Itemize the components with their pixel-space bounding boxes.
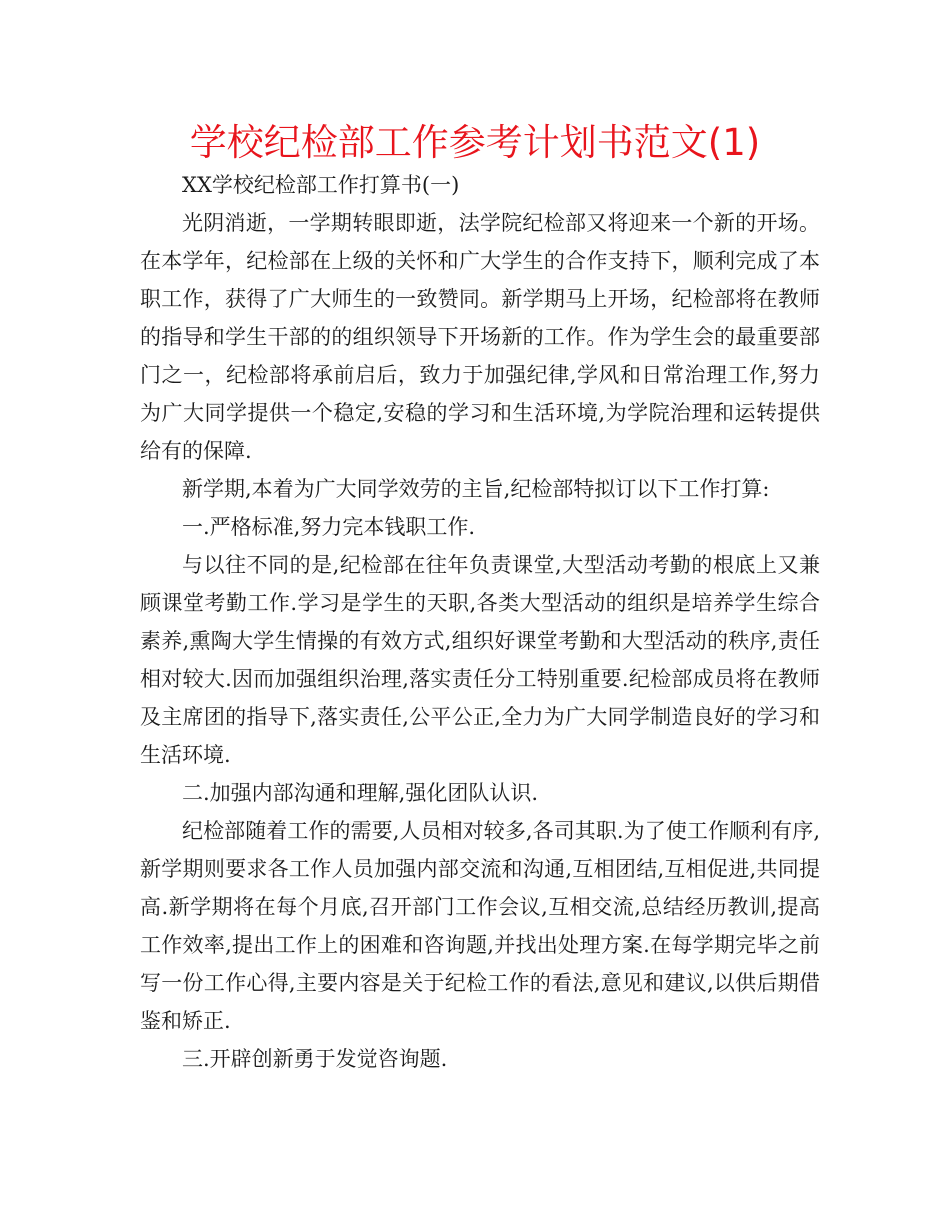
document-subtitle: XX学校纪检部工作打算书(一) bbox=[182, 173, 460, 197]
paragraph: 纪检部随着工作的需要,人员相对较多,各司其职.为了使工作顺利有序,新学期则要求各工作人员加强内部交流和沟通,互相团结,互相促进,共同提高.新学期将在每个月底,召开部门工作会议,互相交流,总结经历教训,提高工作效率,提出工作上的困难和咨询题,并找出处理方案.在每学期完毕之前写一份工作心得,主要内容是关于纪检工作的看法,意见和建议,以供后期借鉴和矫正. bbox=[140, 819, 820, 1033]
document-body bbox=[140, 166, 820, 1078]
paragraph: 新学期,本着为广大同学效劳的主旨,纪检部特拟订以下工作打算: bbox=[182, 477, 770, 501]
document-title: 学校纪检部工作参考计划书范文(1) bbox=[189, 121, 761, 164]
section-heading: 一.严格标准,努力完本钱职工作. bbox=[182, 515, 476, 539]
section-heading: 三.开辟创新勇于发觉咨询题. bbox=[182, 1047, 448, 1071]
section-heading: 二.加强内部沟通和理解,强化团队认识. bbox=[182, 781, 539, 805]
paragraph: 与以往不同的是,纪检部在往年负责课堂,大型活动考勤的根底上又兼顾课堂考勤工作.学习是学生的天职,各类大型活动的组织是培养学生综合素养,熏陶大学生情操的有效方式,组织好课堂考勤和大型活动的秩序,责任相对较大.因而加强组织治理,落实责任分工特别重要.纪检部成员将在教师及主席团的指导下,落实责任,公平公正,全力为广大同学制造良好的学习和生活环境. bbox=[140, 553, 820, 767]
paragraph: 光阴消逝，一学期转眼即逝，法学院纪检部又将迎来一个新的开场。在本学年，纪检部在上级的关怀和广大学生的合作支持下，顺利完成了本职工作，获得了广大师生的一致赞同。新学期马上开场，纪检部将在教师的指导和学生干部的的组织领导下开场新的工作。作为学生会的最重要部门之一，纪检部将承前启后，致力于加强纪律,学风和日常治理工作,努力为广大同学提供一个稳定,安稳的学习和生活环境,为学院治理和运转提供给有的保障. bbox=[140, 211, 820, 463]
